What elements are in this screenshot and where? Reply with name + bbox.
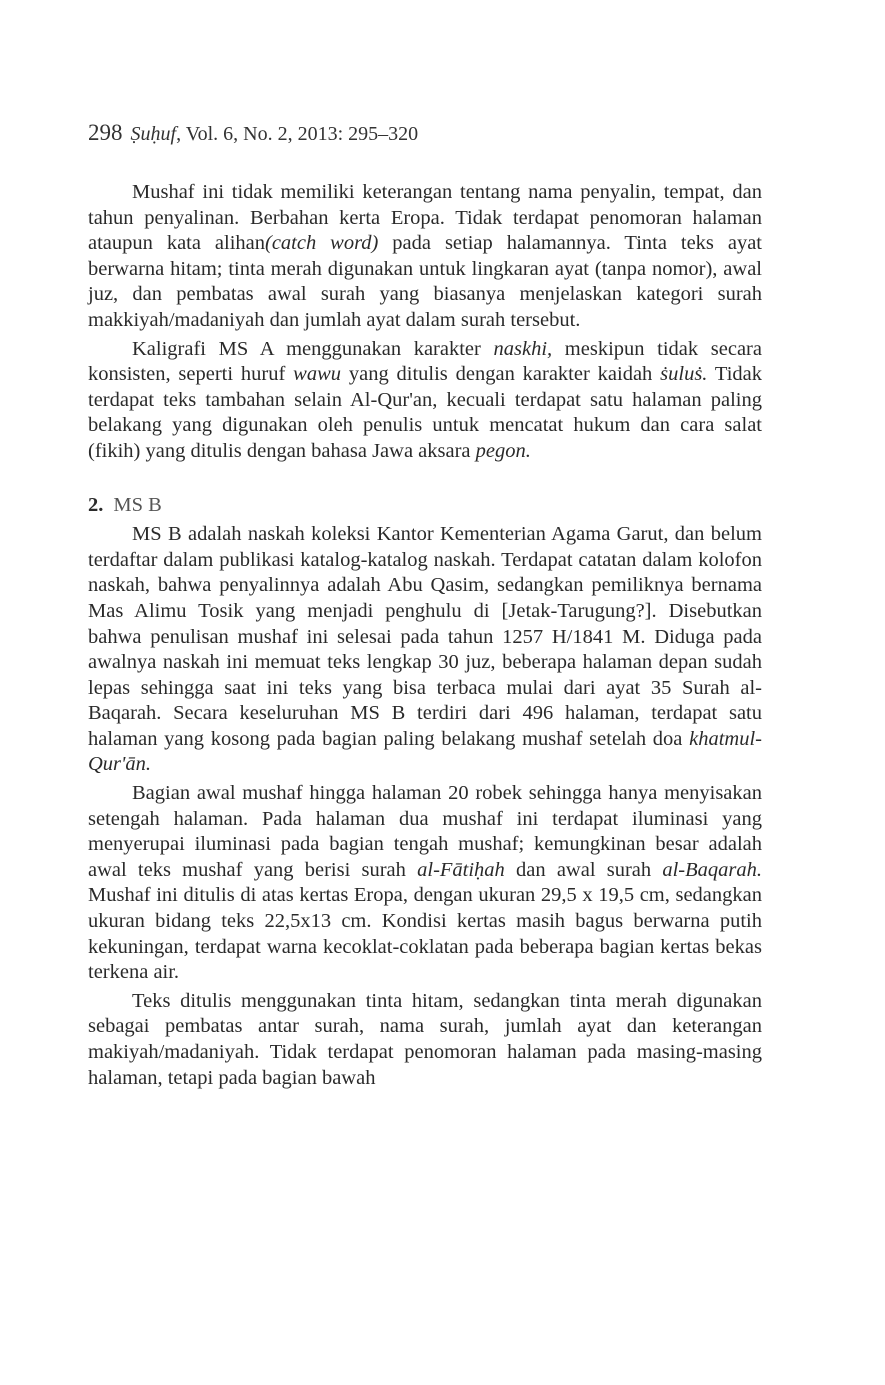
journal-details: , Vol. 6, No. 2, 2013: 295–320 (176, 123, 419, 145)
paragraph-2: Kaligrafi MS A menggunakan karakter naskhi, meskipun tidak secara konsisten, seperti huruf wawu yang ditulis dengan karakter kaidah ṡuluṡ. Tidak terdapat teks tambahan selain Al-Qur'an, kecuali terdapat satu halaman paling belakang yang digunakan oleh penulis untuk mencatat hukum dan cara salat (fikih) yang ditulis dengan bahasa Jawa aksara pegon. (88, 337, 762, 462)
section-title: MS B (113, 493, 162, 516)
running-head (88, 120, 418, 147)
paragraph-4: Bagian awal mushaf hingga halaman 20 robek sehingga hanya menyisakan setengah halaman. Pada halaman dua mushaf ini terdapat iluminasi yang menyerupai iluminasi pada bagian tengah mushaf; kemungkinan besar adalah awal teks mushaf yang berisi surah al-Fātiḥah dan awal surah al-Baqarah. Mushaf ini ditulis di atas kertas Eropa, dengan ukuran 29,5 x 19,5 cm, sedangkan ukuran bidang teks 22,5x13 cm. Kondisi kertas masih bagus berwarna putih kekuningan, terdapat warna kecoklat-coklatan pada beberapa bagian kertas bekas terkena air. (88, 782, 762, 984)
body-text (88, 180, 762, 1091)
paragraph-3: MS B adalah naskah koleksi Kantor Kementerian Agama Garut, dan belum terdaftar dalam publikasi katalog-katalog naskah. Terdapat catatan dalam kolofon naskah, bahwa penyalinnya adalah Abu Qasim, sedangkan pemiliknya bernama Mas Alimu Tosik yang menjadi penghulu di [Jetak-Tarugung?]. Disebutkan bahwa penulisan mushaf ini selesai pada tahun 1257 H/1841 M. Diduga pada awalnya naskah ini memuat teks lengkap 30 juz, beberapa halaman depan sudah lepas sehingga saat ini teks yang bisa terbaca mulai dari ayat 35 Surah al-Baqarah. Secara keseluruhan MS B terdiri dari 496 halaman, terdapat satu halaman yang kosong pada bagian paling belakang mushaf setelah doa khatmul-Qur'ān. (88, 523, 762, 776)
journal-name: Ṣuḥuf (130, 123, 177, 145)
paragraph-5: Teks ditulis menggunakan tinta hitam, sedangkan tinta merah digunakan sebagai pembatas antar surah, nama surah, jumlah ayat dan keterangan makiyah/madaniyah. Tidak terdapat penomoran halaman pada masing-masing halaman, tetapi pada bagian bawah (88, 989, 762, 1089)
section-heading (88, 493, 762, 519)
page-number: 298 (88, 120, 123, 145)
section-number: 2. (88, 493, 104, 516)
paragraph-1: Mushaf ini tidak memiliki keterangan tentang nama penyalin, tempat, dan tahun penyalinan. Berbahan kerta Eropa. Tidak terdapat penomoran halaman ataupun kata alihan(catch word) pada setiap halamannya. Tinta teks ayat berwarna hitam; tinta merah digunakan untuk lingkaran ayat (tanpa nomor), awal juz, dan pembatas awal surah yang biasanya menjelaskan kategori surah makkiyah/madaniyah dan jumlah ayat dalam surah tersebut. (88, 181, 762, 331)
